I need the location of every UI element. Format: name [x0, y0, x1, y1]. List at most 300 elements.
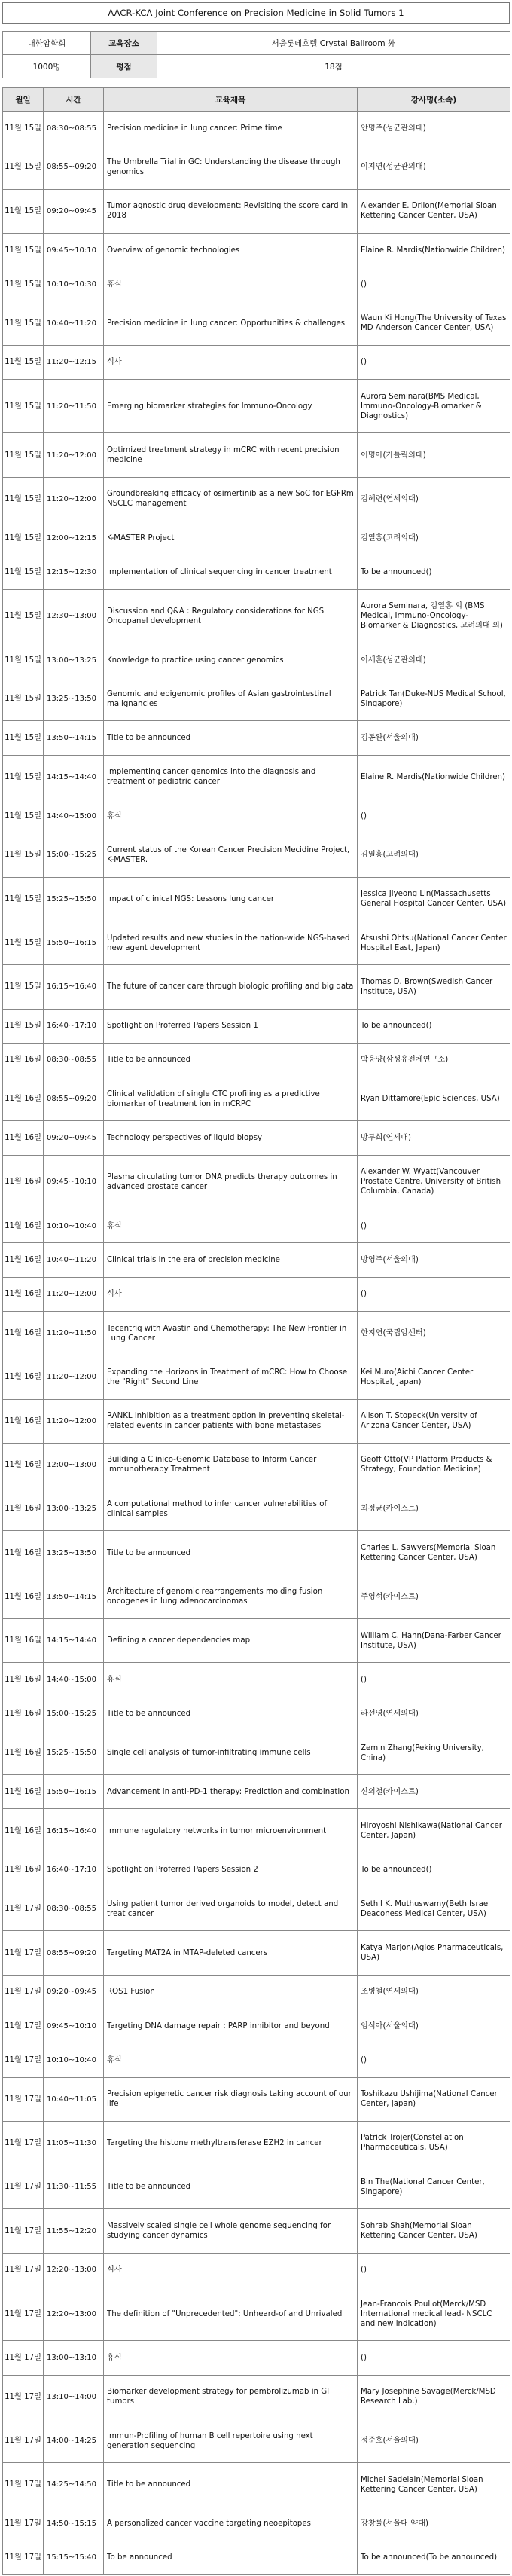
- time-cell: 15:50~16:15: [44, 921, 104, 964]
- time-cell: 11:05~11:30: [44, 2121, 104, 2165]
- session-title-cell: Massively scaled single cell whole genome sequencing for studying cancer dynamics: [104, 2209, 358, 2253]
- speaker-cell: Atsushi Ohtsu(National Cancer Center Hospital East, Japan): [358, 921, 510, 964]
- date-cell: 11월 16일: [3, 1243, 44, 1277]
- speaker-cell: 강창률(서울대 약대): [358, 2507, 510, 2541]
- date-cell: 11월 15일: [3, 345, 44, 379]
- speaker-cell: 임석아(서울의대): [358, 2009, 510, 2043]
- table-row: [3, 2541, 510, 2574]
- time-cell: 09:45~10:10: [44, 2009, 104, 2043]
- table-row: [3, 189, 510, 233]
- session-title-cell: Using patient tumor derived organoids to model, detect and treat cancer: [104, 1887, 358, 1931]
- speaker-cell: 신의철(카이스트): [358, 1775, 510, 1809]
- session-title-cell: 식사: [104, 1277, 358, 1311]
- table-row: [3, 112, 510, 145]
- table-row: [3, 2375, 510, 2419]
- table-row: [3, 1243, 510, 1277]
- time-cell: 11:20~12:00: [44, 1355, 104, 1399]
- session-title-cell: Spotlight on Proferred Papers Session 1: [104, 1009, 358, 1043]
- time-cell: 13:50~14:15: [44, 721, 104, 755]
- date-cell: 11월 15일: [3, 521, 44, 555]
- time-cell: 08:55~09:20: [44, 1077, 104, 1121]
- time-cell: 10:10~10:40: [44, 2043, 104, 2077]
- time-cell: 11:30~11:55: [44, 2165, 104, 2209]
- session-title-cell: 휴식: [104, 799, 358, 833]
- date-cell: 11월 17일: [3, 2341, 44, 2375]
- date-cell: 11월 16일: [3, 1121, 44, 1155]
- table-row: [3, 267, 510, 301]
- table-row: [3, 1887, 510, 1931]
- session-title-cell: Immun-Profiling of human B cell repertoire using next generation sequencing: [104, 2419, 358, 2462]
- date-cell: 11월 16일: [3, 1775, 44, 1809]
- time-cell: 15:15~15:40: [44, 2541, 104, 2574]
- date-cell: 11월 15일: [3, 301, 44, 345]
- table-row: [3, 1853, 510, 1887]
- speaker-cell: Sohrab Shah(Memorial Sloan Kettering Cancer Center, USA): [358, 2209, 510, 2253]
- table-row: [3, 521, 510, 555]
- date-cell: 11월 15일: [3, 677, 44, 721]
- date-cell: 11월 17일: [3, 2375, 44, 2419]
- speaker-cell: To be announced(To be announced): [358, 2541, 510, 2574]
- session-title-cell: Immune regulatory networks in tumor microenvironment: [104, 1809, 358, 1853]
- schedule-header-row: [3, 88, 510, 112]
- speaker-cell: William C. Hahn(Dana-Farber Cancer Institute, USA): [358, 1618, 510, 1662]
- speaker-cell: Hiroyoshi Nishikawa(National Cancer Center, Japan): [358, 1809, 510, 1853]
- session-title-cell: 휴식: [104, 1663, 358, 1697]
- table-row: [3, 2287, 510, 2341]
- session-title-cell: Targeting DNA damage repair : PARP inhibitor and beyond: [104, 2009, 358, 2043]
- table-row: [3, 555, 510, 589]
- speaker-cell: Waun Ki Hong(The University of Texas MD Anderson Cancer Center, USA): [358, 301, 510, 345]
- date-cell: 11월 15일: [3, 267, 44, 301]
- time-cell: 11:20~12:00: [44, 1277, 104, 1311]
- session-title-cell: Title to be announced: [104, 721, 358, 755]
- time-cell: 14:40~15:00: [44, 1663, 104, 1697]
- date-cell: 11월 15일: [3, 921, 44, 964]
- session-title-cell: Groundbreaking efficacy of osimertinib as a new SoC for EGFRm NSCLC management: [104, 477, 358, 521]
- table-row: [3, 1618, 510, 1662]
- table-row: [3, 1121, 510, 1155]
- speaker-cell: 방영주(서울의대): [358, 1243, 510, 1277]
- time-cell: 08:55~09:20: [44, 1931, 104, 1975]
- table-row: [3, 1663, 510, 1697]
- speaker-cell: 최정균(카이스트): [358, 1487, 510, 1531]
- session-title-cell: Building a Clinico-Genomic Database to Inform Cancer Immunotherapy Treatment: [104, 1443, 358, 1487]
- date-cell: 11월 17일: [3, 2077, 44, 2121]
- session-title-cell: A computational method to infer cancer vulnerabilities of clinical samples: [104, 1487, 358, 1531]
- time-cell: 08:30~08:55: [44, 1043, 104, 1077]
- table-row: [3, 1399, 510, 1443]
- time-cell: 10:10~10:30: [44, 267, 104, 301]
- date-cell: 11월 15일: [3, 555, 44, 589]
- time-cell: 11:55~12:20: [44, 2209, 104, 2253]
- session-title-cell: Clinical validation of single CTC profiling as a predictive biomarker of treatment ion in mCRPC: [104, 1077, 358, 1121]
- speaker-cell: Alison T. Stopeck(University of Arizona Cancer Center, USA): [358, 1399, 510, 1443]
- time-cell: 14:15~14:40: [44, 755, 104, 799]
- session-title-cell: Clinical trials in the era of precision medicine: [104, 1243, 358, 1277]
- time-cell: 11:20~12:00: [44, 477, 104, 521]
- speaker-cell: Charles L. Sawyers(Memorial Sloan Kettering Cancer Center, USA): [358, 1531, 510, 1575]
- header-date: 월일: [3, 88, 44, 112]
- table-row: [3, 1975, 510, 2009]
- document-page: [2, 2, 510, 2575]
- speaker-cell: To be announced(): [358, 1853, 510, 1887]
- session-title-cell: RANKL inhibition as a treatment option in preventing skeletal-related events in cancer patients with bone metastases: [104, 1399, 358, 1443]
- table-row: [3, 1043, 510, 1077]
- speaker-cell: 김열홍(고려의대): [358, 521, 510, 555]
- table-row: [3, 877, 510, 921]
- date-cell: 11월 15일: [3, 145, 44, 189]
- speaker-cell: 이지연(성균관의대): [358, 145, 510, 189]
- speaker-cell: Zemin Zhang(Peking University, China): [358, 1731, 510, 1774]
- table-row: [3, 1531, 510, 1575]
- time-cell: 12:00~13:00: [44, 1443, 104, 1487]
- time-cell: 15:00~15:25: [44, 833, 104, 877]
- time-cell: 09:20~09:45: [44, 1975, 104, 2009]
- table-row: [3, 965, 510, 1009]
- date-cell: 11월 16일: [3, 1575, 44, 1618]
- speaker-cell: (): [358, 267, 510, 301]
- table-row: [3, 1277, 510, 1311]
- session-title-cell: ROS1 Fusion: [104, 1975, 358, 2009]
- date-cell: 11월 17일: [3, 2043, 44, 2077]
- session-title-cell: 식사: [104, 345, 358, 379]
- time-cell: 13:00~13:10: [44, 2341, 104, 2375]
- time-cell: 12:00~12:15: [44, 521, 104, 555]
- time-cell: 15:50~16:15: [44, 1775, 104, 1809]
- time-cell: 12:15~12:30: [44, 555, 104, 589]
- table-row: [3, 643, 510, 677]
- session-title-cell: Targeting MAT2A in MTAP-deleted cancers: [104, 1931, 358, 1975]
- date-cell: 11월 15일: [3, 643, 44, 677]
- date-cell: 11월 17일: [3, 2121, 44, 2165]
- table-row: [3, 2253, 510, 2287]
- date-cell: 11월 15일: [3, 112, 44, 145]
- speaker-cell: Jessica Jiyeong Lin(Massachusetts General Hospital Cancer Center, USA): [358, 877, 510, 921]
- venue-label: 교육장소: [91, 32, 157, 55]
- table-row: [3, 1697, 510, 1731]
- date-cell: 11월 17일: [3, 2419, 44, 2462]
- table-row: [3, 477, 510, 521]
- session-title-cell: 휴식: [104, 2341, 358, 2375]
- session-title-cell: 식사: [104, 2253, 358, 2287]
- time-cell: 09:45~10:10: [44, 1155, 104, 1209]
- date-cell: 11월 16일: [3, 1531, 44, 1575]
- speaker-cell: Bin The(National Cancer Center, Singapore): [358, 2165, 510, 2209]
- table-row: [3, 833, 510, 877]
- time-cell: 11:20~12:00: [44, 1399, 104, 1443]
- table-row: [3, 2121, 510, 2165]
- table-row: [3, 2165, 510, 2209]
- session-title-cell: Precision medicine in lung cancer: Opportunities & challenges: [104, 301, 358, 345]
- table-row: [3, 1487, 510, 1531]
- session-title-cell: Optimized treatment strategy in mCRC with recent precision medicine: [104, 433, 358, 477]
- info-table: [2, 31, 510, 78]
- table-row: [3, 1355, 510, 1399]
- speaker-cell: 라선영(연세의대): [358, 1697, 510, 1731]
- date-cell: 11월 16일: [3, 1043, 44, 1077]
- date-cell: 11월 16일: [3, 1311, 44, 1355]
- date-cell: 11월 17일: [3, 2463, 44, 2507]
- info-row-credit: [3, 55, 510, 78]
- table-row: [3, 1575, 510, 1618]
- speaker-cell: Michel Sadelain(Memorial Sloan Kettering Cancer Center, USA): [358, 2463, 510, 2507]
- table-row: [3, 2463, 510, 2507]
- speaker-cell: Elaine R. Mardis(Nationwide Children): [358, 233, 510, 267]
- time-cell: 08:30~08:55: [44, 1887, 104, 1931]
- date-cell: 11월 15일: [3, 721, 44, 755]
- date-cell: 11월 16일: [3, 1731, 44, 1774]
- session-title-cell: Tumor agnostic drug development: Revisiting the score card in 2018: [104, 189, 358, 233]
- date-cell: 11월 16일: [3, 1853, 44, 1887]
- table-row: [3, 233, 510, 267]
- table-row: [3, 589, 510, 643]
- date-cell: 11월 15일: [3, 877, 44, 921]
- session-title-cell: Title to be announced: [104, 2165, 358, 2209]
- speaker-cell: To be announced(): [358, 555, 510, 589]
- table-row: [3, 921, 510, 964]
- table-row: [3, 755, 510, 799]
- date-cell: 11월 15일: [3, 380, 44, 433]
- speaker-cell: (): [358, 345, 510, 379]
- organizer-cell: 대한암학회: [3, 32, 91, 55]
- table-row: [3, 345, 510, 379]
- speaker-cell: Alexander E. Drilon(Memorial Sloan Kettering Cancer Center, USA): [358, 189, 510, 233]
- time-cell: 10:40~11:20: [44, 301, 104, 345]
- time-cell: 10:40~11:05: [44, 2077, 104, 2121]
- time-cell: 16:15~16:40: [44, 965, 104, 1009]
- speaker-cell: (): [358, 1663, 510, 1697]
- date-cell: 11월 15일: [3, 477, 44, 521]
- speaker-cell: Aurora Seminara(BMS Medical, Immuno-Oncology-Biomarker & Diagnostics): [358, 380, 510, 433]
- date-cell: 11월 17일: [3, 2541, 44, 2574]
- date-cell: 11월 17일: [3, 2165, 44, 2209]
- session-title-cell: 휴식: [104, 2043, 358, 2077]
- document-title: AACR-KCA Joint Conference on Precision Medicine in Solid Tumors 1: [2, 2, 510, 24]
- credit-value: 18점: [157, 55, 510, 78]
- date-cell: 11월 16일: [3, 1443, 44, 1487]
- session-title-cell: Defining a cancer dependencies map: [104, 1618, 358, 1662]
- speaker-cell: Jean-Francois Pouliot(Merck/MSD International medical lead- NSCLC and new indication): [358, 2287, 510, 2341]
- speaker-cell: 박웅양(삼성유전체연구소): [358, 1043, 510, 1077]
- date-cell: 11월 17일: [3, 2507, 44, 2541]
- session-title-cell: Title to be announced: [104, 1531, 358, 1575]
- session-title-cell: Expanding the Horizons in Treatment of mCRC: How to Choose the "Right" Second Line: [104, 1355, 358, 1399]
- table-row: [3, 1077, 510, 1121]
- speaker-cell: 김혜련(연세의대): [358, 477, 510, 521]
- time-cell: 12:30~13:00: [44, 589, 104, 643]
- session-title-cell: Discussion and Q&A : Regulatory considerations for NGS Oncopanel development: [104, 589, 358, 643]
- date-cell: 11월 16일: [3, 1277, 44, 1311]
- session-title-cell: Precision medicine in lung cancer: Prime time: [104, 112, 358, 145]
- date-cell: 11월 17일: [3, 1931, 44, 1975]
- table-row: [3, 2209, 510, 2253]
- date-cell: 11월 16일: [3, 1399, 44, 1443]
- time-cell: 16:40~17:10: [44, 1853, 104, 1887]
- schedule-body: [3, 112, 510, 2575]
- speaker-cell: 이세훈(성균관의대): [358, 643, 510, 677]
- speaker-cell: Elaine R. Mardis(Nationwide Children): [358, 755, 510, 799]
- header-speaker: 강사명(소속): [358, 88, 510, 112]
- time-cell: 13:25~13:50: [44, 1531, 104, 1575]
- time-cell: 16:15~16:40: [44, 1809, 104, 1853]
- table-row: [3, 433, 510, 477]
- time-cell: 15:25~15:50: [44, 1731, 104, 1774]
- speaker-cell: (): [358, 2253, 510, 2287]
- session-title-cell: Updated results and new studies in the nation-wide NGS-based new agent development: [104, 921, 358, 964]
- speaker-cell: 김열홍(고려의대): [358, 833, 510, 877]
- speaker-cell: Ryan Dittamore(Epic Sciences, USA): [358, 1077, 510, 1121]
- table-row: [3, 677, 510, 721]
- speaker-cell: Geoff Otto(VP Platform Products & Strategy, Foundation Medicine): [358, 1443, 510, 1487]
- table-row: [3, 2009, 510, 2043]
- session-title-cell: Implementing cancer genomics into the diagnosis and treatment of pediatric cancer: [104, 755, 358, 799]
- time-cell: 12:20~13:00: [44, 2287, 104, 2341]
- session-title-cell: Overview of genomic technologies: [104, 233, 358, 267]
- table-row: [3, 1209, 510, 1243]
- session-title-cell: Genomic and epigenomic profiles of Asian gastrointestinal malignancies: [104, 677, 358, 721]
- table-row: [3, 1809, 510, 1853]
- session-title-cell: Current status of the Korean Cancer Precision Mecidine Project, K-MASTER.: [104, 833, 358, 877]
- time-cell: 09:45~10:10: [44, 233, 104, 267]
- header-time: 시간: [44, 88, 104, 112]
- date-cell: 11월 17일: [3, 2253, 44, 2287]
- time-cell: 14:15~14:40: [44, 1618, 104, 1662]
- time-cell: 14:50~15:15: [44, 2507, 104, 2541]
- session-title-cell: Precision epigenetic cancer risk diagnosis taking account of our life: [104, 2077, 358, 2121]
- table-row: [3, 1009, 510, 1043]
- session-title-cell: 휴식: [104, 267, 358, 301]
- speaker-cell: Toshikazu Ushijima(National Cancer Center, Japan): [358, 2077, 510, 2121]
- speaker-cell: To be announced(): [358, 1009, 510, 1043]
- session-title-cell: Title to be announced: [104, 1043, 358, 1077]
- table-row: [3, 2419, 510, 2462]
- table-row: [3, 2077, 510, 2121]
- table-row: [3, 2341, 510, 2375]
- session-title-cell: Tecentriq with Avastin and Chemotherapy: The New Frontier in Lung Cancer: [104, 1311, 358, 1355]
- speaker-cell: 김동완(서울의대): [358, 721, 510, 755]
- time-cell: 09:20~09:45: [44, 1121, 104, 1155]
- date-cell: 11월 15일: [3, 189, 44, 233]
- header-title: 교육제목: [104, 88, 358, 112]
- speaker-cell: (): [358, 1209, 510, 1243]
- date-cell: 11월 17일: [3, 1975, 44, 2009]
- speaker-cell: Katya Marjon(Agios Pharmaceuticals, USA): [358, 1931, 510, 1975]
- speaker-cell: (): [358, 2341, 510, 2375]
- time-cell: 13:10~14:00: [44, 2375, 104, 2419]
- session-title-cell: The Umbrella Trial in GC: Understanding the disease through genomics: [104, 145, 358, 189]
- table-row: [3, 1931, 510, 1975]
- session-title-cell: K-MASTER Project: [104, 521, 358, 555]
- time-cell: 11:20~12:15: [44, 345, 104, 379]
- info-row-venue: [3, 32, 510, 55]
- session-title-cell: To be announced: [104, 2541, 358, 2574]
- date-cell: 11월 16일: [3, 1697, 44, 1731]
- time-cell: 15:00~15:25: [44, 1697, 104, 1731]
- table-row: [3, 2507, 510, 2541]
- table-row: [3, 1155, 510, 1209]
- date-cell: 11월 15일: [3, 833, 44, 877]
- table-row: [3, 721, 510, 755]
- time-cell: 16:40~17:10: [44, 1009, 104, 1043]
- speaker-cell: 이명아(가톨릭의대): [358, 433, 510, 477]
- date-cell: 11월 16일: [3, 1209, 44, 1243]
- time-cell: 10:10~10:40: [44, 1209, 104, 1243]
- time-cell: 11:20~11:50: [44, 1311, 104, 1355]
- session-title-cell: The definition of "Unprecedented": Unheard-of and Unrivaled: [104, 2287, 358, 2341]
- session-title-cell: Single cell analysis of tumor-infiltrating immune cells: [104, 1731, 358, 1774]
- date-cell: 11월 16일: [3, 1809, 44, 1853]
- session-title-cell: Targeting the histone methyltransferase EZH2 in cancer: [104, 2121, 358, 2165]
- session-title-cell: The future of cancer care through biologic profiling and big data: [104, 965, 358, 1009]
- speaker-cell: Mary Josephine Savage(Merck/MSD Research Lab.): [358, 2375, 510, 2419]
- date-cell: 11월 15일: [3, 965, 44, 1009]
- time-cell: 08:30~08:55: [44, 112, 104, 145]
- table-row: [3, 1443, 510, 1487]
- date-cell: 11월 17일: [3, 2209, 44, 2253]
- session-title-cell: A personalized cancer vaccine targeting neoepitopes: [104, 2507, 358, 2541]
- speaker-cell: Patrick Trojer(Constellation Pharmaceuticals, USA): [358, 2121, 510, 2165]
- date-cell: 11월 15일: [3, 433, 44, 477]
- date-cell: 11월 15일: [3, 589, 44, 643]
- time-cell: 11:20~12:00: [44, 433, 104, 477]
- time-cell: 12:20~13:00: [44, 2253, 104, 2287]
- time-cell: 13:00~13:25: [44, 1487, 104, 1531]
- date-cell: 11월 15일: [3, 755, 44, 799]
- table-row: [3, 799, 510, 833]
- speaker-cell: Patrick Tan(Duke-NUS Medical School, Singapore): [358, 677, 510, 721]
- table-row: [3, 301, 510, 345]
- session-title-cell: Impact of clinical NGS: Lessons lung cancer: [104, 877, 358, 921]
- date-cell: 11월 16일: [3, 1155, 44, 1209]
- time-cell: 10:40~11:20: [44, 1243, 104, 1277]
- time-cell: 14:00~14:25: [44, 2419, 104, 2462]
- speaker-cell: Alexander W. Wyatt(Vancouver Prostate Centre, University of British Columbia, Canada): [358, 1155, 510, 1209]
- session-title-cell: Emerging biomarker strategies for Immuno-Oncology: [104, 380, 358, 433]
- session-title-cell: Knowledge to practice using cancer genomics: [104, 643, 358, 677]
- date-cell: 11월 17일: [3, 1887, 44, 1931]
- date-cell: 11월 16일: [3, 1355, 44, 1399]
- table-row: [3, 1311, 510, 1355]
- speaker-cell: (): [358, 799, 510, 833]
- table-row: [3, 2043, 510, 2077]
- speaker-cell: Thomas D. Brown(Swedish Cancer Institute, USA): [358, 965, 510, 1009]
- date-cell: 11월 16일: [3, 1077, 44, 1121]
- table-row: [3, 380, 510, 433]
- speaker-cell: 주영석(카이스트): [358, 1575, 510, 1618]
- session-title-cell: Advancement in anti-PD-1 therapy: Prediction and combination: [104, 1775, 358, 1809]
- speaker-cell: (): [358, 1277, 510, 1311]
- time-cell: 13:00~13:25: [44, 643, 104, 677]
- venue-value: 서울롯데호텔 Crystal Ballroom 外: [157, 32, 510, 55]
- date-cell: 11월 16일: [3, 1618, 44, 1662]
- capacity-cell: 1000명: [3, 55, 91, 78]
- time-cell: 14:25~14:50: [44, 2463, 104, 2507]
- session-title-cell: Architecture of genomic rearrangements molding fusion oncogenes in lung adenocarcinomas: [104, 1575, 358, 1618]
- date-cell: 11월 15일: [3, 233, 44, 267]
- session-title-cell: Plasma circulating tumor DNA predicts therapy outcomes in advanced prostate cancer: [104, 1155, 358, 1209]
- schedule-table: [2, 87, 510, 2575]
- time-cell: 09:20~09:45: [44, 189, 104, 233]
- speaker-cell: 안명주(성균관의대): [358, 112, 510, 145]
- speaker-cell: Kei Muro(Aichi Cancer Center Hospital, Japan): [358, 1355, 510, 1399]
- session-title-cell: Spotlight on Proferred Papers Session 2: [104, 1853, 358, 1887]
- speaker-cell: 정준호(서울의대): [358, 2419, 510, 2462]
- date-cell: 11월 16일: [3, 1487, 44, 1531]
- session-title-cell: Implementation of clinical sequencing in cancer treatment: [104, 555, 358, 589]
- date-cell: 11월 15일: [3, 1009, 44, 1043]
- table-row: [3, 145, 510, 189]
- speaker-cell: (): [358, 2043, 510, 2077]
